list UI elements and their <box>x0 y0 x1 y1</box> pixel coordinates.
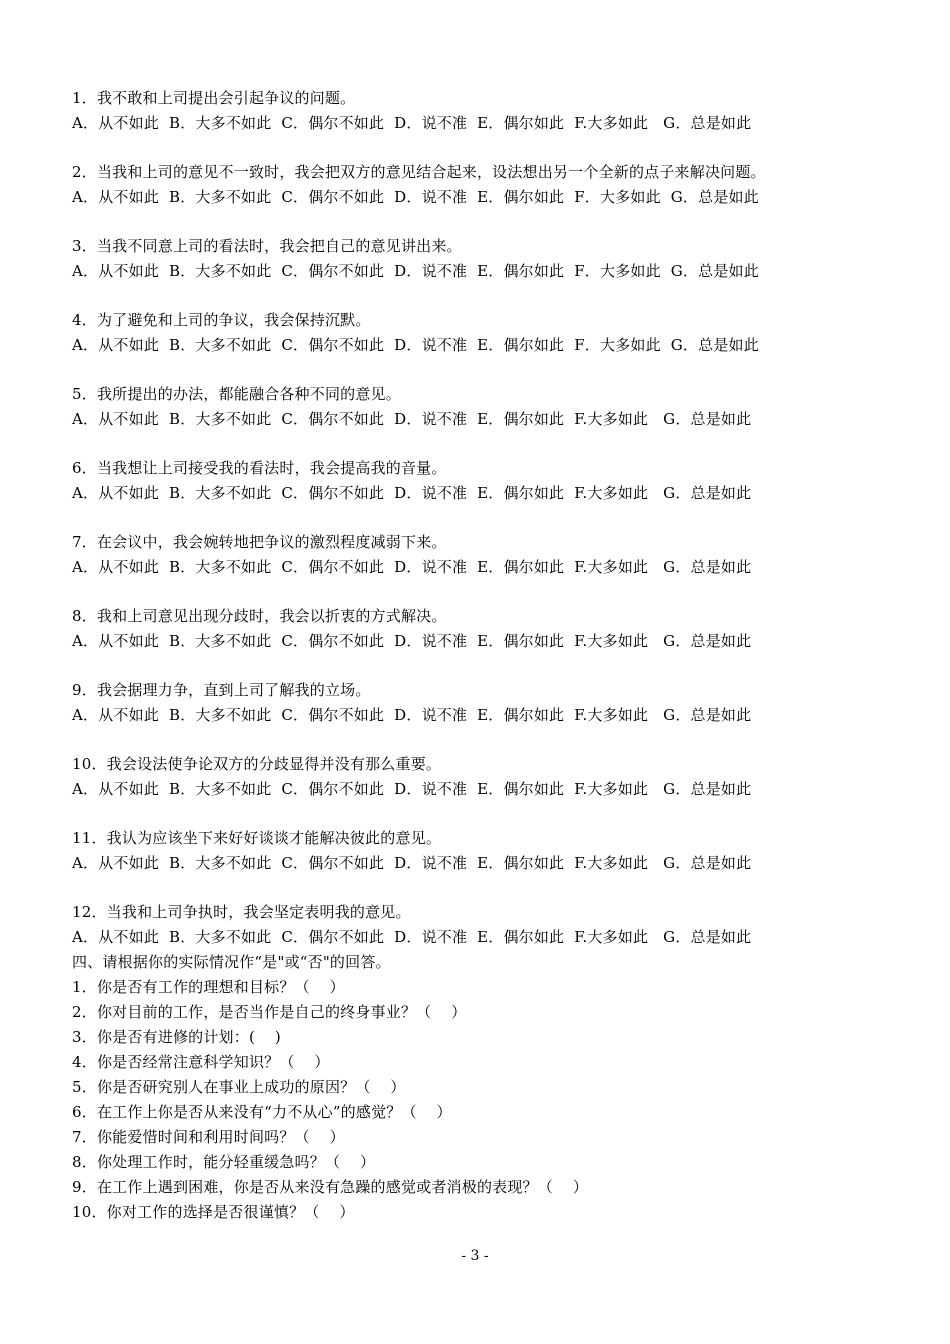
question-9-text: 9．我会据理力争，直到上司了解我的立场。 <box>72 681 371 699</box>
section-4-title: 四、请根据你的实际情况作“是"或“否"的回答。 <box>72 953 391 971</box>
question-3-text: 3．当我不同意上司的看法时，我会把自己的意见讲出来。 <box>72 237 462 255</box>
question-12-text: 12．当我和上司争执时，我会坚定表明我的意见。 <box>72 903 411 921</box>
section-4-item-7: 7．你能爱惜时间和利用时间吗？（ ） <box>72 1128 345 1146</box>
question-1-text: 1．我不敢和上司提出会引起争议的问题。 <box>72 89 356 107</box>
question-8-options: A．从不如此 B．大多不如此 C．偶尔不如此 D．说不准 E．偶尔如此 F.大多如此 G．总是如此 <box>72 632 752 650</box>
section-4-item-2: 2．你对目前的工作，是否当作是自己的终身事业？（ ） <box>72 1003 467 1021</box>
section-4-item-5: 5．你是否研究别人在事业上成功的原因？（ ） <box>72 1078 406 1096</box>
question-1-options: A．从不如此 B．大多不如此 C．偶尔不如此 D．说不准 E．偶尔如此 F.大多如此 G．总是如此 <box>72 114 752 132</box>
section-4-item-9: 9．在工作上遇到困难，你是否从来没有急躁的感觉或者消极的表现？（ ） <box>72 1178 589 1196</box>
section-4-item-6: 6．在工作上你是否从来没有“力不从心”的感觉？（ ） <box>72 1103 452 1121</box>
question-6-options: A．从不如此 B．大多不如此 C．偶尔不如此 D．说不准 E．偶尔如此 F.大多如此 G．总是如此 <box>72 484 752 502</box>
question-10-options: A．从不如此 B．大多不如此 C．偶尔不如此 D．说不准 E．偶尔如此 F.大多如此 G．总是如此 <box>72 780 752 798</box>
question-2-text: 2．当我和上司的意见不一致时，我会把双方的意见结合起来，设法想出另一个全新的点子来解决问题。 <box>72 163 766 181</box>
section-4-item-1: 1．你是否有工作的理想和目标？（ ） <box>72 978 345 996</box>
question-7-text: 7．在会议中，我会婉转地把争议的激烈程度减弱下来。 <box>72 533 447 551</box>
section-4-item-8: 8．你处理工作时，能分轻重缓急吗？（ ） <box>72 1153 376 1171</box>
question-12-options: A．从不如此 B．大多不如此 C．偶尔不如此 D．说不准 E．偶尔如此 F.大多如此 G．总是如此 <box>72 928 752 946</box>
question-7-options: A．从不如此 B．大多不如此 C．偶尔不如此 D．说不准 E．偶尔如此 F.大多如此 G．总是如此 <box>72 558 752 576</box>
question-8-text: 8．我和上司意见出现分歧时，我会以折衷的方式解决。 <box>72 607 447 625</box>
question-9-options: A．从不如此 B．大多不如此 C．偶尔不如此 D．说不准 E．偶尔如此 F.大多如此 G．总是如此 <box>72 706 752 724</box>
question-10-text: 10．我会设法使争论双方的分歧显得并没有那么重要。 <box>72 755 442 773</box>
document-body <box>72 86 872 1225</box>
question-11-text: 11．我认为应该坐下来好好谈谈才能解决彼此的意见。 <box>72 829 442 847</box>
question-4-text: 4．为了避免和上司的争议，我会保持沉默。 <box>72 311 371 329</box>
question-11-options: A．从不如此 B．大多不如此 C．偶尔不如此 D．说不准 E．偶尔如此 F.大多如此 G．总是如此 <box>72 854 752 872</box>
question-6-text: 6．当我想让上司接受我的看法时，我会提高我的音量。 <box>72 459 447 477</box>
question-4-options: A．从不如此 B．大多不如此 C．偶尔不如此 D．说不准 E．偶尔如此 F．大多如此 G．总是如此 <box>72 336 759 354</box>
section-4-item-10: 10．你对工作的选择是否很谨慎？（ ） <box>72 1203 355 1221</box>
page-number: - 3 - <box>461 1248 489 1264</box>
question-5-text: 5．我所提出的办法，都能融合各种不同的意见。 <box>72 385 401 403</box>
question-2-options: A．从不如此 B．大多不如此 C．偶尔不如此 D．说不准 E．偶尔如此 F．大多如此 G．总是如此 <box>72 188 759 206</box>
question-3-options: A．从不如此 B．大多不如此 C．偶尔不如此 D．说不准 E．偶尔如此 F．大多如此 G．总是如此 <box>72 262 759 280</box>
question-5-options: A．从不如此 B．大多不如此 C．偶尔不如此 D．说不准 E．偶尔如此 F.大多如此 G．总是如此 <box>72 410 752 428</box>
section-4-item-3: 3．你是否有进修的计划：( ) <box>72 1028 281 1046</box>
section-4-item-4: 4．你是否经常注意科学知识？（ ） <box>72 1053 330 1071</box>
